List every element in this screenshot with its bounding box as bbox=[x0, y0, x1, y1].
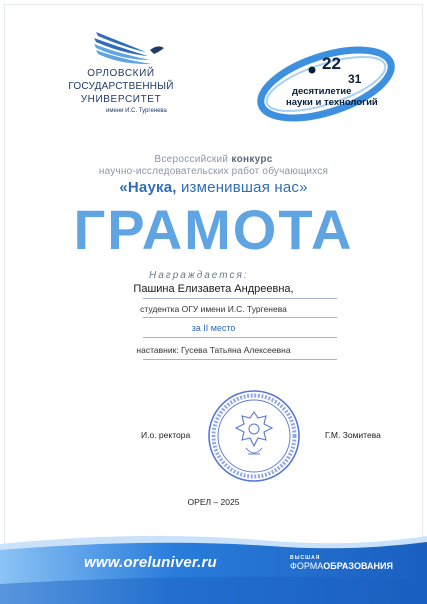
contest-name bbox=[0, 179, 427, 196]
contest-line2: научно-исследовательских работ обучающихся bbox=[98, 166, 329, 177]
contest-title bbox=[0, 154, 427, 196]
divider-line bbox=[143, 337, 337, 338]
decade-of-science-logo bbox=[252, 40, 400, 136]
contest-type: Всероссийский bbox=[154, 154, 229, 165]
signatory-name: Г.М. Зомитева bbox=[325, 430, 381, 440]
divider-line bbox=[143, 317, 337, 318]
certificate-heading: ГРАМОТА bbox=[73, 198, 354, 261]
footer-banner bbox=[0, 522, 427, 604]
contest-name-rest: изменившая нас» bbox=[176, 179, 308, 196]
hse-logo-obrazovaniya: ОБРАЗОВАНИЯ bbox=[323, 561, 393, 571]
student-info: студентка ОГУ имени И.С. Тургенева bbox=[140, 304, 287, 314]
decade-text-line2: науки и технологий bbox=[286, 97, 378, 108]
mentor-info: наставник: Гусева Татьяна Алексеевна bbox=[136, 345, 291, 355]
contest-name-bold: Наука, bbox=[127, 179, 177, 196]
hse-logo-forma: ФОРМА bbox=[290, 561, 324, 571]
divider-line bbox=[143, 298, 337, 299]
hse-logo-small: ВЫСШАЯ bbox=[290, 555, 321, 561]
city-year: ОРЕЛ – 2025 bbox=[187, 497, 240, 507]
awarded-label: Награждается: bbox=[149, 270, 249, 281]
university-name-line2: ГОСУДАРСТВЕННЫЙ bbox=[68, 81, 174, 92]
recipient-name: Пашина Елизавета Андреевна, bbox=[133, 283, 294, 295]
university-name-line4: имени И.С. Тургенева bbox=[106, 108, 167, 114]
contest-word: конкурс bbox=[231, 154, 273, 165]
website-link[interactable]: www.oreluniver.ru bbox=[84, 554, 217, 571]
decade-text-line1: десятилетие bbox=[292, 86, 352, 97]
bird-wing-icon bbox=[66, 28, 176, 68]
quote-open: « bbox=[119, 179, 128, 196]
decade-years-start: 22 bbox=[322, 54, 341, 73]
university-name-line3: УНИВЕРСИТЕТ bbox=[80, 94, 162, 105]
decade-years-end: 31 bbox=[348, 72, 362, 86]
hse-logo-text bbox=[290, 561, 393, 571]
university-name-line1: ОРЛОВСКИЙ bbox=[87, 68, 155, 79]
official-stamp-icon bbox=[206, 388, 302, 484]
contest-line1 bbox=[0, 154, 427, 165]
divider-line bbox=[143, 359, 337, 360]
award-place: за II место bbox=[191, 323, 236, 333]
university-logo bbox=[66, 28, 176, 118]
signatory-title: И.о. ректора bbox=[141, 430, 191, 440]
